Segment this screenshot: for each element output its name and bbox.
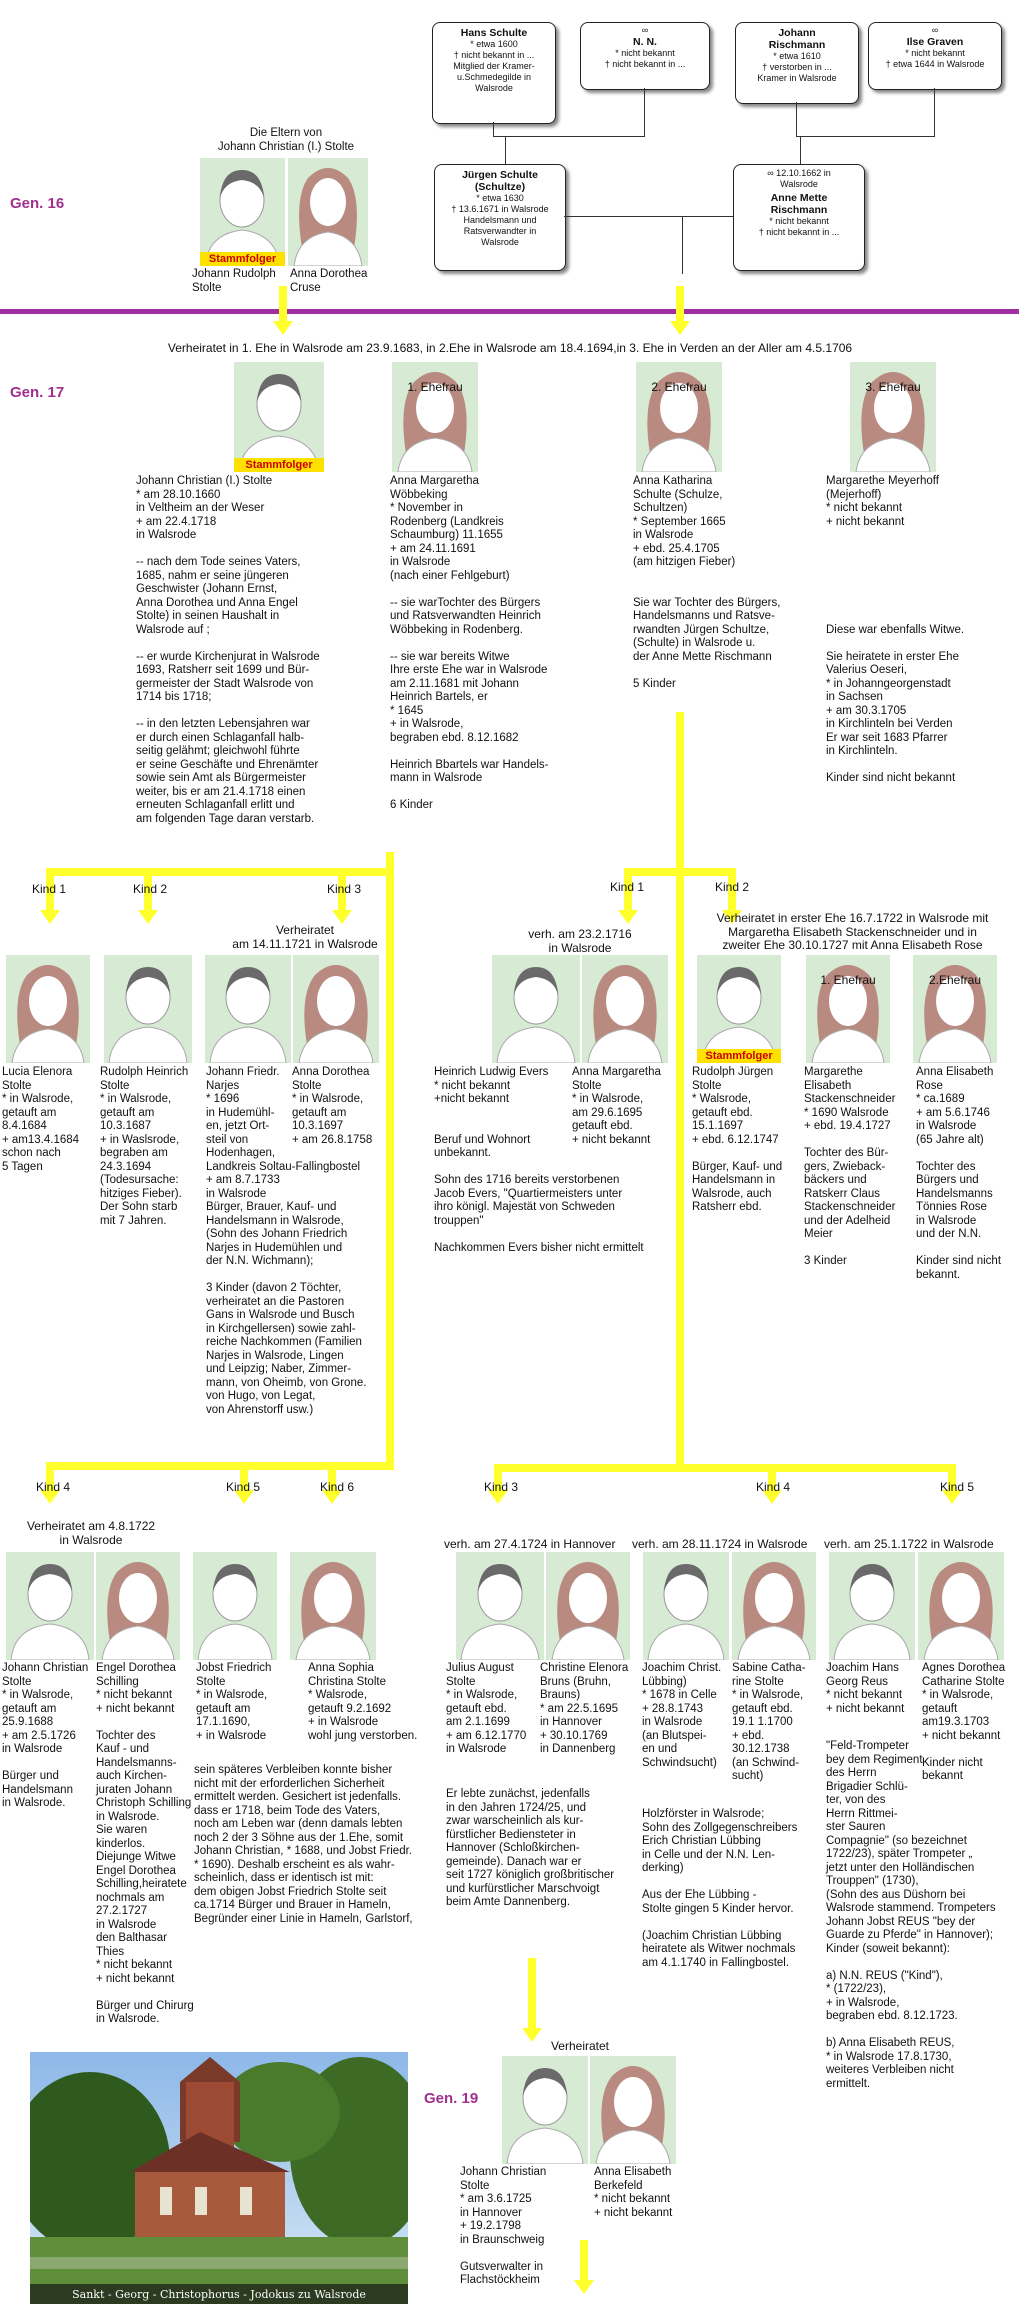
marriage-rudolph-juergen: Verheiratet in erster Ehe 16.7.1722 in Walsrode mit Margaretha Elisabeth Stackenschneider und in zweiter Ehe 30.10.1727 mit Anna Elisabeth Rose: [716, 911, 989, 952]
tree-connector: [800, 136, 801, 164]
child-label-kind3: Kind 3: [484, 1480, 519, 1494]
wife-order-label: 1. Ehefrau: [820, 973, 876, 987]
tree-connector: [796, 136, 935, 137]
bio-christine-elenora-bruns: Christine Elenora Bruns (Bruhn, Brauns) * am 22.5.1695 in Hannover + 30.10.1769 in Dannenberg: [540, 1662, 629, 1755]
gen16-label: Gen. 16: [10, 195, 65, 212]
female-silhouette-icon: [582, 955, 668, 1063]
wife-order-label: 1. Ehefrau: [407, 380, 463, 394]
female-silhouette-icon: [392, 362, 478, 472]
tree-box-anne-mette-rischmann[interactable]: [733, 164, 865, 271]
bio-sabine-catharine-stolte: Sabine Catha- rine Stolte * in Walsrode, getauft ebd. 19.1 1.1700 + ebd. 30.12.1738 (an Schwind- sucht): [732, 1662, 806, 1782]
male-silhouette-icon: [502, 2056, 588, 2164]
generation-divider: [0, 309, 1019, 314]
tree-name: Ilse Graven: [906, 36, 964, 48]
father-name: Johann Rudolph Stolte: [192, 268, 276, 294]
gen19-marriage: Verheiratet: [550, 2039, 610, 2053]
church-image: [30, 2052, 408, 2304]
tree-box-ilse-graven[interactable]: [868, 22, 1002, 90]
portrait-johann-christian-gen19: [502, 2056, 588, 2164]
bio-joachim-hans-georg-reus: Joachim Hans Georg Reus * nicht bekannt + nicht bekannt: [826, 1662, 905, 1715]
tree-marriage: ∞ 12.10.1662 in Walsrode: [767, 168, 831, 189]
female-silhouette-icon: [290, 1552, 376, 1660]
male-silhouette-icon: [492, 955, 580, 1063]
male-silhouette-icon: [829, 1552, 915, 1660]
tree-box-johann-rischmann[interactable]: [735, 22, 859, 104]
marriage-narjes-stolte: Verheiratet am 14.11.1721 in Walsrode: [232, 923, 378, 951]
portrait-johann-christian-i: [234, 362, 324, 472]
child-label-kind1: Kind 1: [32, 882, 67, 896]
bio-anna-sophia-christina: Anna Sophia Christina Stolte * Walsrode, getauft 9.2.1692 + in Walsrode wohl jung verstorben.: [308, 1662, 418, 1742]
child-label-kind3: Kind 3: [327, 882, 362, 896]
tree-name: N. N.: [633, 36, 657, 48]
portrait-joachim-hans-georg-reus: [829, 1552, 915, 1660]
male-silhouette-icon: [6, 1552, 94, 1660]
portrait-anna-dorothea-stolte: [293, 955, 379, 1063]
church-photo: [30, 2052, 408, 2304]
marriage-agnes-dorothea: verh. am 25.1.1722 in Walsrode: [824, 1537, 994, 1551]
portrait-margarethe-stackenschneider: [806, 955, 890, 1063]
parents-caption: Die Eltern von Johann Christian (I.) Stolte: [217, 127, 355, 153]
tree-connector: [505, 136, 506, 164]
bio-anna-margaretha-stolte: Anna Margaretha Stolte * in Walsrode, am 29.6.1695 getauft ebd. + nicht bekannt: [572, 1066, 661, 1146]
bio-johann-friedr-narjes: Johann Friedr. Narjes * 1696 in Hudemühl- en, jetzt Ort- steil von Hodenhagen, Landkreis Soltau-Fallingbostel + am 8.7.1733 in Walsrode Bürger, Brauer, Kauf- und Handelsmann in Walsrode, (Sohn des Johann Friedrich Narjes in Hudemühlen und der N.N. Wichmann); 3 Kinder (davon 2 Töchter, verheiratet an die Pastoren Gans in Walsrode und Busch in Kirchgellersen) sowie zahl- reiche Nachkommen (Familien Narjes in Walsrode, Lingen und Leipzig; Naber, Zimmer- mann, von Oheimb, von Grone. von Hugo, von Legat, von Ahrenstorff usw.): [206, 1066, 367, 1416]
arrow-down-icon: [138, 910, 158, 924]
tree-connector: [796, 102, 797, 136]
arrow-down-icon: [332, 910, 352, 924]
bio-engel-dorothea-schilling: Engel Dorothea Schilling * nicht bekannt + nicht bekannt Tochter des Kauf - und Handelsmanns- auch Kirchen- juraten Johann Christoph Schilling in Walsrode. Sie waren kinderlos. Diejunge Witwe Engel Dorothea Schilling,heiratete nochmals am 27.2.1727 in Walsrode den Balthasar Thies * nicht bekannt + nicht bekannt Bürger und Chirurg in Walsrode.: [96, 1662, 194, 2025]
portrait-anna-dorothea-cruse: [288, 158, 368, 266]
gen17-label: Gen. 17: [10, 384, 65, 401]
tree-details: * etwa 1630 † 13.6.1671 in Walsrode Handelsmann und Ratsverwandter in Walsrode: [451, 193, 549, 247]
bio-heinrich-ludwig-evers: Heinrich Ludwig Evers * nicht bekannt +nicht bekannt Beruf und Wohnort unbekannt. Sohn des 1716 bereits verstorbenen Jacob Evers, "Quartiermeisters unter ihro königl. Majestät von Schweden trouppen" Nachkommen Evers bisher nicht ermittelt: [434, 1066, 644, 1254]
tree-connector: [934, 88, 935, 136]
stammfolger-badge: Stammfolger: [697, 1049, 781, 1063]
tree-details: * nicht bekannt † etwa 1644 in Walsrode: [885, 48, 985, 69]
portrait-lucia-elenora: [6, 955, 90, 1063]
lineage-connector: [580, 2240, 588, 2282]
bio-joachim-christ-luebbing: Joachim Christ. Lübbing) * 1678 in Celle + 28.8.1743 in Walsrode (an Blutspei- en und Schwindsucht): [642, 1662, 722, 1769]
arrow-down-icon: [618, 910, 638, 924]
arrow-down-icon: [574, 2280, 594, 2294]
tree-name: Anne Mette Rischmann: [770, 192, 828, 216]
female-silhouette-icon: [850, 362, 936, 472]
wife-order-label: 2. Ehefrau: [651, 380, 707, 394]
marriage-rings-icon: ∞: [931, 25, 939, 35]
child-label-kind5: Kind 5: [940, 1480, 975, 1494]
portrait-johann-christian-stolte: [6, 1552, 94, 1660]
gen17-marriage: Verheiratet in 1. Ehe in Walsrode am 23.9.1683, in 2.Ehe in Walsrode am 18.4.1694,in 3. Ehe in Verden an der Aller am 4.5.1706: [167, 341, 853, 355]
tree-connector: [644, 88, 645, 136]
portrait-agnes-dorothea-stolte: [918, 1552, 1004, 1660]
tree-details: * etwa 1600 † nicht bekannt in ... Mitglied der Kramer- u.Schmedegilde in Walsrode: [453, 39, 535, 93]
portrait-anna-katharina-schulte: [636, 362, 722, 472]
church-caption: Sankt - Georg - Christophorus - Jodokus zu Walsrode: [72, 2288, 366, 2301]
marriage-jc-schilling: Verheiratet am 4.8.1722 in Walsrode: [26, 1519, 156, 1547]
tree-connector: [564, 216, 733, 217]
child-label-kind2: Kind 2: [715, 880, 750, 894]
portrait-christine-elenora-bruns: [546, 1552, 630, 1660]
tree-name: Johann Rischmann: [768, 27, 826, 51]
portrait-engel-dorothea-schilling: [96, 1552, 180, 1660]
bio-johann-christian-gen19: Johann Christian Stolte * am 3.6.1725 in Hannover + 19.2.1798 in Braunschweig Gutsverwalter in Flachstöckheim: [460, 2166, 547, 2286]
male-silhouette-icon: [234, 362, 324, 472]
female-silhouette-icon: [96, 1552, 180, 1660]
male-silhouette-icon: [200, 158, 285, 266]
portrait-anna-elisabeth-berkefeld: [590, 2056, 676, 2164]
lineage-connector: [279, 286, 287, 323]
child-label-kind1: Kind 1: [610, 880, 645, 894]
bio-anna-elisabeth-rose: Anna Elisabeth Rose * ca.1689 + am 5.6.1746 in Walsrode (65 Jahre alt) Tochter des Bürgers und Handelsmanns Tönnies Rose in Walsrode und der N.N. Kinder sind nicht bekannt.: [916, 1066, 1002, 1281]
male-silhouette-icon: [104, 955, 192, 1063]
bio-anna-katharina-schulte: Anna Katharina Schulte (Schulze, Schultzen) * September 1665 in Walsrode + ebd. 25.4.1705 (am hitzigen Fieber) Sie war Tochter des Bürgers, Handelsmanns und Ratsve- rwandten Jürgen Schultze, (Schulte) in Walsrode u. der Anne Mette Rischmann 5 Kinder: [633, 475, 781, 690]
female-silhouette-icon: [806, 955, 890, 1063]
portrait-rudolph-juergen-stolte: [697, 955, 781, 1063]
bio-julius-august-stolte: Julius August Stolte * in Walsrode, getauft ebd. am 2.1.1699 + am 6.12.1770 in Walsrode: [446, 1662, 527, 1755]
bio-jobst-friedrich-stolte: Jobst Friedrich Stolte * in Walsrode, getauft am 17.1.1690, + in Walsrode: [196, 1662, 272, 1742]
arrow-down-icon: [670, 321, 690, 335]
portrait-joachim-christ-luebbing: [643, 1552, 729, 1660]
lineage-connector: [676, 286, 684, 323]
child-label-kind2: Kind 2: [133, 882, 168, 896]
bio-margarethe-meyerhoff: Margarethe Meyerhoff (Mejerhoff) * nicht bekannt + nicht bekannt Diese war ebenfalls Witwe. Sie heiratete in erster Ehe Valerius Oeseri, * in Johanngeorgenstadt in Sachsen + am 30.3.1705 in Kirchlinteln bei Verden Er war seit 1683 Pfarrer in Kirchlinteln. Kinder sind nicht bekannt: [826, 475, 965, 784]
stammfolger-badge: Stammfolger: [234, 458, 324, 472]
marriage-rings-icon: ∞: [641, 25, 649, 35]
female-silhouette-icon: [913, 955, 997, 1063]
female-silhouette-icon: [288, 158, 368, 266]
child-label-kind4: Kind 4: [36, 1480, 71, 1494]
note-jobst-friedrich: sein späteres Verbleiben konnte bisher nicht mit der erforderlichen Sicherheit ermittelt werden. Gesichert ist jedenfalls. dass er 1718, beim Tode des Vaters, noch am Leben war (denn damals lebten noch 2 der 3 Söhne aus der 1.Ehe, somit Johann Christian, * 1688, und Jobst Friedr. * 1690). Deshalb erscheint es als wahr- scheinlich, dass er identisch ist mit: dem obigen Jobst Friedrich Stolte seit ca.1714 Bürger und Brauer in Hameln, Begründer einer Linie in Hameln, Garlstorf,: [194, 1764, 413, 1925]
portrait-anna-elisabeth-rose: [913, 955, 997, 1063]
marriage-julius-august: verh. am 27.4.1724 in Hannover: [444, 1537, 616, 1551]
male-silhouette-icon: [205, 955, 291, 1063]
tree-details: * nicht bekannt † nicht bekannt in ...: [604, 48, 686, 69]
bio-anna-elisabeth-berkefeld: Anna Elisabeth Berkefeld * nicht bekannt + nicht bekannt: [594, 2166, 673, 2219]
child-label-kind5: Kind 5: [226, 1480, 261, 1494]
stammfolger-badge: Stammfolger: [200, 252, 285, 266]
portrait-heinrich-ludwig-evers: [492, 955, 580, 1063]
note-joachim-christ-luebbing: Holzförster in Walsrode; Sohn des Zollgegenschreibers Erich Christian Lübbing in Celle und der N.N. Len- derking) Aus der Ehe Lübbing - Stolte gingen 5 Kinder hervor. (Joachim Christian Lübbing heiratete als Witwer nochmals am 4.1.1740 in Fallingbostel.: [642, 1808, 798, 1969]
portrait-anna-margaretha-woebbeking: [392, 362, 478, 472]
wife-order-label: 2.Ehefrau: [928, 973, 982, 987]
tree-connector: [493, 122, 494, 136]
female-silhouette-icon: [546, 1552, 630, 1660]
female-silhouette-icon: [590, 2056, 676, 2164]
male-silhouette-icon: [456, 1552, 544, 1660]
male-silhouette-icon: [193, 1552, 277, 1660]
tree-name: Jürgen Schulte (Schultze): [462, 169, 538, 193]
tree-details: * etwa 1610 † verstorben in ... Kramer in Walsrode: [757, 51, 837, 83]
portrait-anna-sophia-christina: [290, 1552, 376, 1660]
tree-name: Hans Schulte: [460, 27, 528, 39]
note-joachim-hans-georg-reus: "Feld-Trompeter bey dem Regiment des Herrn Brigadier Schlü- ter, von des Herrn Rittmei- ster Sauren Compagnie" (so bezeichnet 1722/23), später Trompeter „ jetzt unter den Holländischen Trouppen" (1730), (Sohn des aus Düshorn bei Walsrode stammend. Trompeters Johann Jobst REUS "bey der Guarde zu Pferde" in Hannover); Kinder (soweit bekannt): a) N.N. REUS ("Kind"), * (1722/23), + in Walsrode, begraben ebd. 8.12.1723. b) Anna Elisabeth REUS, * in Walsrode 17.8.1730, weiteres Verbleiben nicht ermittelt.: [826, 1740, 996, 2090]
mother-name: Anna Dorothea Cruse: [290, 268, 368, 294]
female-silhouette-icon: [6, 955, 90, 1063]
lineage-connector: [494, 1464, 956, 1472]
female-silhouette-icon: [636, 362, 722, 472]
bio-margarethe-stackenschneider: Margarethe Elisabeth Stackenschneider * 1690 Walsrode + ebd. 19.4.1727 Tochter des Bür- gers, Zwieback- bäckers und Ratskerr Claus Stackenschneider und der Adelheid Meier 3 Kinder: [804, 1066, 896, 1267]
male-silhouette-icon: [643, 1552, 729, 1660]
lineage-connector: [46, 1462, 394, 1470]
portrait-johann-rudolph: [200, 158, 285, 266]
gen19-label: Gen. 19: [424, 2090, 479, 2107]
bio-johann-christian-stolte: Johann Christian Stolte * in Walsrode, getauft am 25.9.1688 + am 2.5.1726 in Walsrode Bürger und Handelsmann in Walsrode.: [2, 1662, 89, 1809]
tree-box-juergen-schulte[interactable]: [434, 164, 566, 271]
arrow-down-icon: [40, 910, 60, 924]
bio-johann-christian-i: Johann Christian (I.) Stolte * am 28.10.1660 in Veltheim an der Weser + am 22.4.1718 in Walsrode -- nach dem Tode seines Vaters, 1685, nahm er seine jüngeren Geschwister (Johann Ernst, Anna Dorothea und Anna Engel Stolte) in seinen Haushalt in Walsrode auf ; -- er wurde Kirchenjurat in Walsrode 1693, Ratsherr seit 1699 und Bür- germeister der Stadt Walsrode von 1714 bis 1718; -- in den letzten Lebensjahren war er durch einen Schlaganfall halb- seitig gelähmt; gleichwohl führte er seine Geschäfte und Ehrenämter sowie sein Amt als Bürgermeister weiter, bis er am 21.4.1718 einen erneuten Schlaganfall erlitt und am folgenden Tage daran verstarb.: [136, 475, 320, 825]
bio-rudolph-heinrich: Rudolph Heinrich Stolte * in Walsrode, getauft am 10.3.1687 + in Waslsrode, begraben am 24.3.1694 (Todesursache: hitziges Fieber). Der Sohn starb mit 7 Jahren.: [100, 1066, 189, 1227]
portrait-sabine-catharine-stolte: [732, 1552, 816, 1660]
tree-details: * nicht bekannt † nicht bekannt in ...: [758, 216, 840, 237]
portrait-anna-margaretha-stolte: [582, 955, 668, 1063]
child-label-kind6: Kind 6: [320, 1480, 355, 1494]
arrow-down-icon: [273, 321, 293, 335]
tree-box-hans-schulte[interactable]: [432, 22, 556, 124]
portrait-julius-august-stolte: [456, 1552, 544, 1660]
female-silhouette-icon: [293, 955, 379, 1063]
bio-anna-dorothea-stolte: Anna Dorothea Stolte * in Walsrode, getauft am 10.3.1697 + am 26.8.1758: [292, 1066, 373, 1146]
bio-lucia-elenora: Lucia Elenora Stolte * in Walsrode, getauft am 8.4.1684 + am13.4.1684 schon nach 5 Tagen: [2, 1066, 80, 1173]
portrait-margarethe-meyerhoff: [850, 362, 936, 472]
bio-agnes-dorothea-stolte: Agnes Dorothea Catharine Stolte * in Walsrode, getauft am19.3.1703 + nicht bekannt Kinder nicht bekannt: [922, 1662, 1006, 1782]
marriage-evers-stolte: verh. am 23.2.1716 in Walsrode: [528, 927, 632, 955]
tree-box-nn[interactable]: [580, 22, 710, 90]
tree-connector: [682, 216, 683, 274]
bio-anna-margaretha-woebbeking: Anna Margaretha Wöbbeking * November in Rodenberg (Landkreis Schaumburg) 11.1655 + am 24.11.1691 in Walsrode (nach einer Fehlgeburt) -- sie warTochter des Bürgers und Ratsverwandten Heinrich Wöbbeking in Rodenberg. -- sie war bereits Witwe Ihre erste Ehe war in Walsrode am 2.11.1681 mit Johann Heinrich Bartels, er * 1645 + in Walsrode, begraben ebd. 8.12.1682 Heinrich Bbartels war Handels- mann in Walsrode 6 Kinder: [390, 475, 549, 811]
tree-connector: [493, 136, 645, 137]
bio-rudolph-juergen-stolte: Rudolph Jürgen Stolte * Walsrode, getauft ebd. 15.1.1697 + ebd. 6.12.1747 Bürger, Kauf- und Handelsmann in Walsrode, auch Ratsherr ebd.: [692, 1066, 783, 1213]
marriage-sabine-catharine: verh. am 28.11.1724 in Walsrode: [632, 1537, 808, 1551]
portrait-johann-friedr-narjes: [205, 955, 291, 1063]
wife-order-label: 3. Ehefrau: [865, 380, 921, 394]
child-label-kind4: Kind 4: [756, 1480, 791, 1494]
male-silhouette-icon: [697, 955, 781, 1063]
portrait-jobst-friedrich-stolte: [193, 1552, 277, 1660]
portrait-rudolph-heinrich: [104, 955, 192, 1063]
lineage-connector: [624, 868, 736, 876]
lineage-connector: [528, 1958, 536, 2030]
female-silhouette-icon: [918, 1552, 1004, 1660]
female-silhouette-icon: [732, 1552, 816, 1660]
note-julius-august: Er lebte zunächst, jedenfalls in den Jahren 1724/25, und zwar warscheinlich als kur- fürstlicher Bediensteter in Hannover (Schloßkirchen- gemeinde). Danach war er seit 1727 königlich großbritischer und kurfürstlicher Marschvoigt beim Amte Dannenberg.: [446, 1788, 615, 1908]
